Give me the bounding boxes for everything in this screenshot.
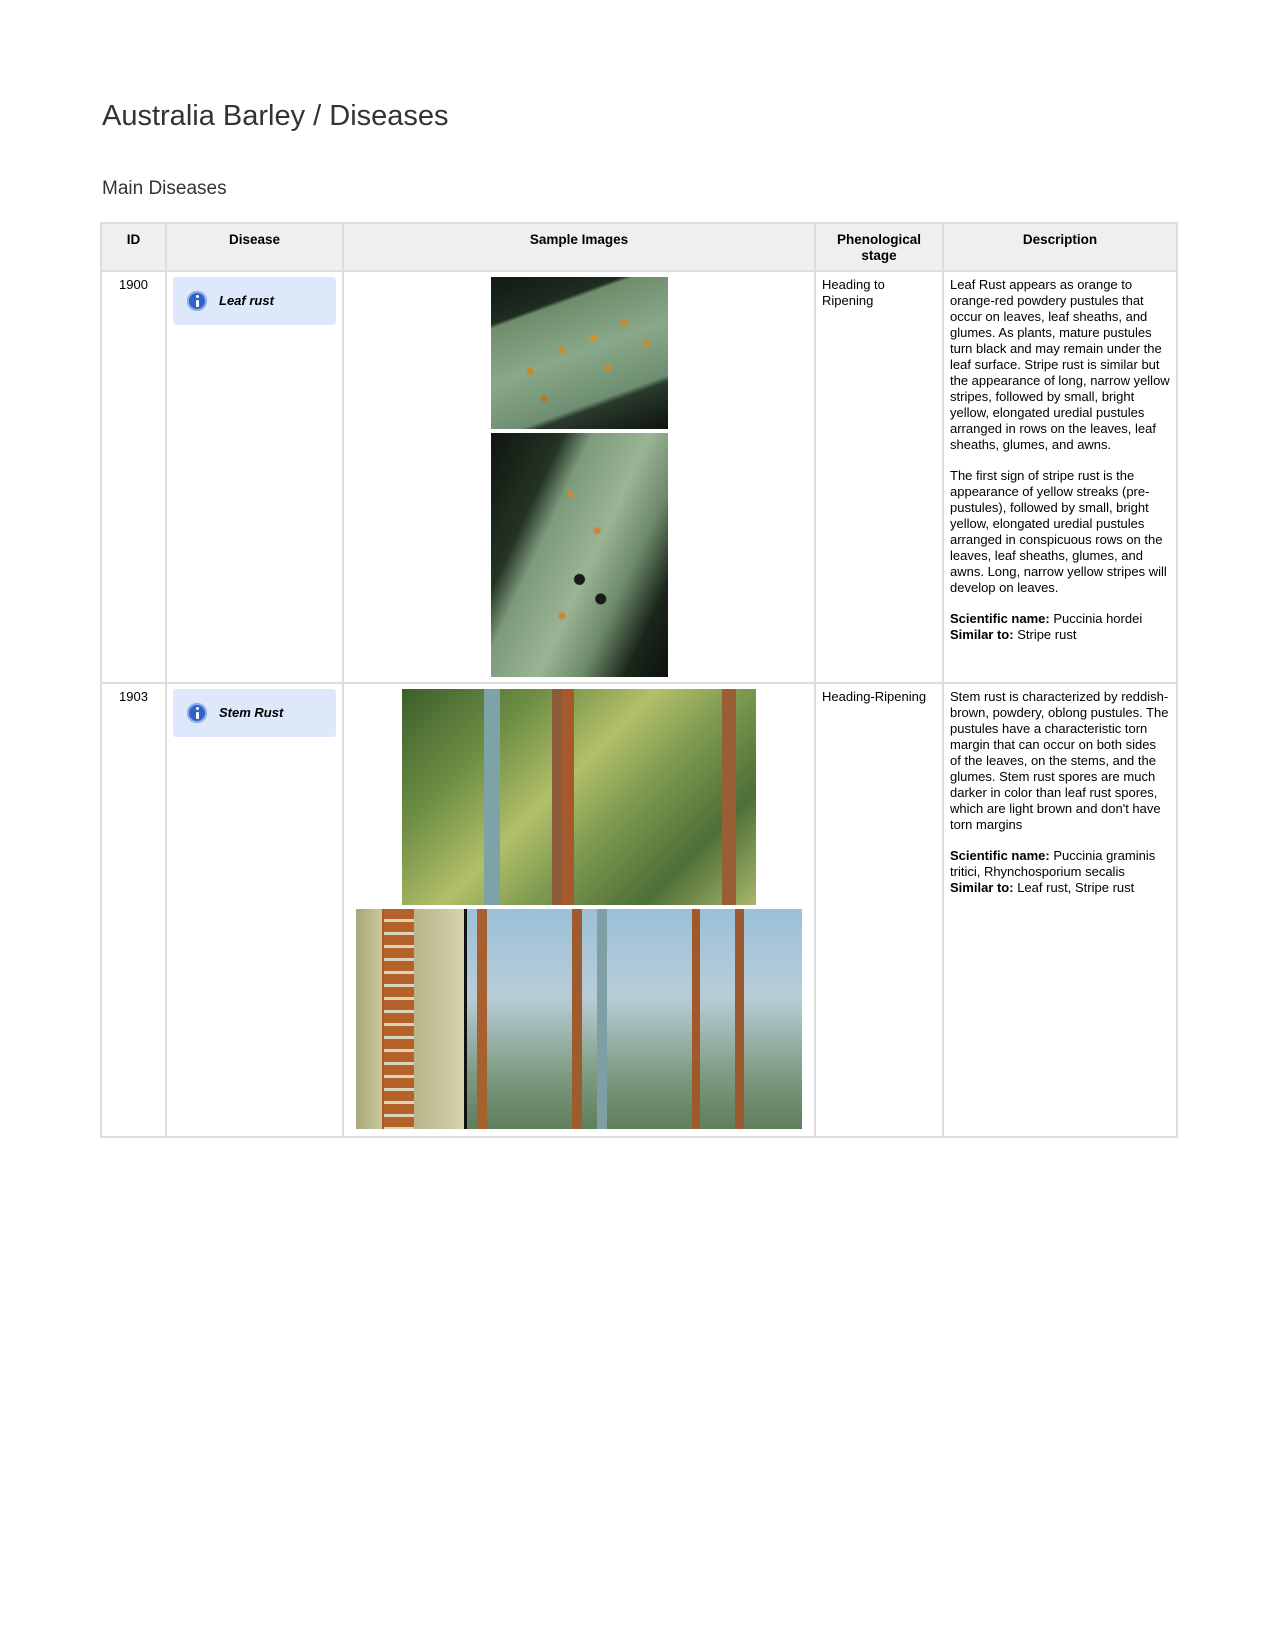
description-cell <box>943 683 1177 1137</box>
similar-to-label: Similar to: <box>950 627 1014 642</box>
row-id: 1903 <box>101 683 166 1137</box>
header-sample-images: Sample Images <box>343 223 815 271</box>
description-paragraph: The first sign of stripe rust is the appearance of yellow streaks (pre-pustules), followed by small, bright yellow, elongated uredial pustules arranged in conspicuous rows on the leaves, leaf sheaths, glumes, and awns. Long, narrow yellow stripes will develop on leaves. <box>950 468 1167 595</box>
description-meta <box>950 611 1170 643</box>
stage-cell: Heading to Ripening <box>815 271 943 683</box>
sample-images-cell <box>343 271 815 683</box>
description-paragraph: Stem rust is characterized by reddish-brown, powdery, oblong pustules. The pustules have a characteristic torn margin that can occur on both sides of the leaves, on the stems, and the glumes. Stem rust spores are much darker in color than leaf rust spores, which are light brown and don't have torn margins <box>950 689 1169 832</box>
info-icon <box>187 703 207 723</box>
description-paragraph: Leaf Rust appears as orange to orange-red powdery pustules that occur on leaves, leaf sheaths, and glumes. As plants, mature pustules turn black and may remain under the leaf surface. Stripe rust is similar but the appearance of long, narrow yellow stripes, followed by small, bright yellow, elongated uredial pustules arranged in rows on the leaves, leaf sheaths, glumes, and awns. <box>950 277 1170 452</box>
stem-rust-photo-1[interactable] <box>402 689 756 905</box>
leaf-rust-photo-1[interactable] <box>491 277 668 429</box>
info-icon <box>187 291 207 311</box>
row-id: 1900 <box>101 271 166 683</box>
disease-link-leaf-rust[interactable] <box>173 277 336 325</box>
description-cell <box>943 271 1177 683</box>
disease-cell <box>166 683 343 1137</box>
header-disease: Disease <box>166 223 343 271</box>
description-meta <box>950 848 1170 896</box>
scientific-name: Puccinia hordei <box>1053 611 1143 626</box>
stem-field-panel <box>467 909 802 1129</box>
stem-closeup-panel <box>356 909 464 1129</box>
diseases-table <box>100 222 1178 1138</box>
disease-link-stem-rust[interactable] <box>173 689 336 737</box>
sample-images-cell <box>343 683 815 1137</box>
table-row <box>101 683 1177 1137</box>
disease-name: Leaf rust <box>219 293 274 308</box>
scientific-name-label: Scientific name: <box>950 611 1050 626</box>
leaf-rust-photo-2[interactable] <box>491 433 668 677</box>
section-title: Main Diseases <box>102 178 227 199</box>
table-row <box>101 271 1177 683</box>
header-id: ID <box>101 223 166 271</box>
scientific-name: Puccinia graminis tritici, Rhynchosporium secalis <box>950 848 1156 879</box>
disease-cell <box>166 271 343 683</box>
similar-to: Stripe rust <box>1017 627 1077 642</box>
header-description: Description <box>943 223 1177 271</box>
stem-rust-photo-2[interactable] <box>356 909 802 1129</box>
similar-to: Leaf rust, Stripe rust <box>1017 880 1135 895</box>
header-phenological-stage: Phenological stage <box>815 223 943 271</box>
table-header-row <box>101 223 1177 271</box>
stage-cell: Heading-Ripening <box>815 683 943 1137</box>
disease-name: Stem Rust <box>219 705 284 720</box>
scientific-name-label: Scientific name: <box>950 848 1050 863</box>
page-title: Australia Barley / Diseases <box>102 100 449 132</box>
similar-to-label: Similar to: <box>950 880 1014 895</box>
